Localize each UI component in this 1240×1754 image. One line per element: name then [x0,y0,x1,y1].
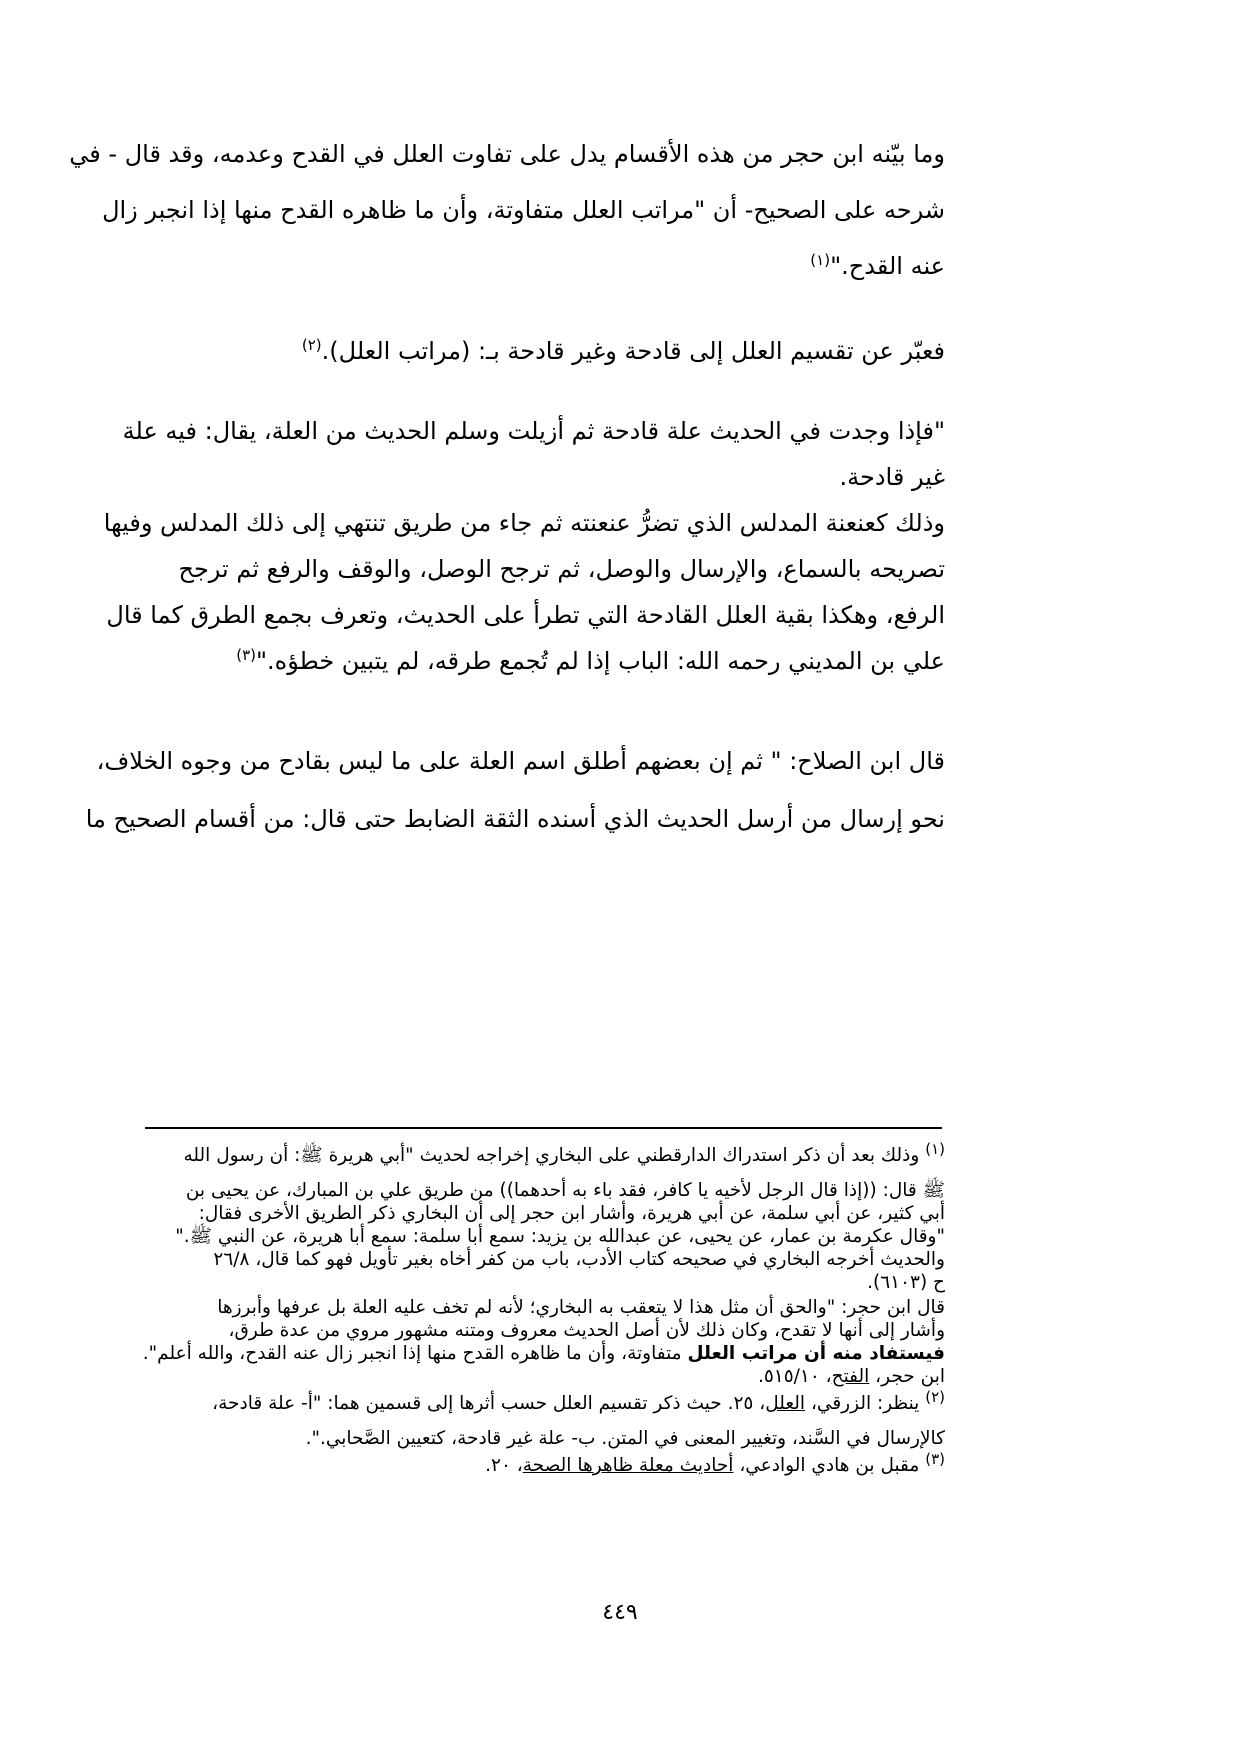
footnote-line: ح (٦١٠٣). [867,1272,945,1293]
footnote-line [143,1343,945,1364]
footnote-line: قال ابن حجر: "والحق أن مثل هذا لا يتعقب به البخاري؛ لأنه لم تخف عليه العلة بل عرفها وأبرزها [217,1297,945,1318]
text-line-body: فعبّر عن تقسيم العلل إلى قادحة وغير قادحة بـ: (مراتب العلل). [321,337,945,365]
footnote-ref-3: (٣) [236,646,256,664]
text-line: "فإذا وجدت في الحديث علة قادحة ثم أزيلت وسلم الحديث من العلة، يقال: فيه علة [122,417,945,445]
footnote-marker-3: (٣) [925,1449,945,1468]
text-line [236,647,945,675]
footnote-marker-2: (٢) [925,1387,945,1406]
footnote-line [485,1449,945,1476]
footnote-ref-1: (١) [810,251,831,269]
text-line [810,252,945,280]
source-title: أحاديث معلة ظاهرها الصحة [522,1455,734,1476]
footnote-line: وأشار إلى أنها لا تقدح، وكان ذلك لأن أصل الحديث معروف ومتنه مشهور مروي من عدة طرق، [228,1320,945,1341]
text-line: الرفع، وهكذا بقية العلل القادحة التي تطرأ على الحديث، وتعرف بجمع الطرق كما قال [106,601,945,629]
source-title: الفتح [831,1366,870,1387]
text-line: وما بيّنه ابن حجر من هذه الأقسام يدل على تفاوت العلل في القدح وعدمه، وقد قال - في [69,140,945,168]
source-title: العلل [765,1393,806,1414]
footnote-text: ، ٢٥. حيث ذكر تقسيم العلل حسب أثرها إلى قسمين هما: "أ- علة قادحة، [212,1393,766,1414]
footnote-text: ينظر: الزرقي، [805,1393,920,1414]
bold-phrase: فيستفاد منه أن مراتب العلل [687,1343,945,1364]
text-line: غير قادحة. [839,463,945,491]
footnote-line: ﷺ قال: ((إذا قال الرجل لأخيه يا كافر، فقد باء به أحدهما)) من طريق علي بن المبارك، عن يحيى بن [185,1180,945,1201]
footnote-line [758,1366,945,1387]
footnote-text: متفاوتة، وأن ما ظاهره القدح منها إذا انجبر زال عنه القدح، والله أعلم". [142,1343,688,1364]
footnote-text: مقبل بن هادي الوادعي، [733,1455,920,1476]
footnote-separator [145,1127,942,1129]
text-line [302,337,945,365]
text-line: قال ابن الصلاح: " ثم إن بعضهم أطلق اسم العلة على ما ليس بقادح من وجوه الخلاف، [96,747,945,775]
text-line: نحو إرسال من أرسل الحديث الذي أسنده الثقة الضابط حتى قال: من أقسام الصحيح ما [85,805,945,833]
text-line: وذلك كعنعنة المدلس الذي تضرُّ عنعنته ثم جاء من طريق تنتهي إلى ذلك المدلس وفيها [103,509,945,537]
footnote-ref-2: (٢) [301,336,322,354]
footnote-text: ابن حجر، [869,1366,945,1387]
footnote-line: كالإرسال في السَّند، وتغيير المعنى في المتن. ب- علة غير قادحة، كتعيين الصَّحابي.". [305,1428,945,1449]
page-number: ٤٤٩ [602,1600,638,1625]
text-line: تصريحه بالسماع، والإرسال والوصل، ثم ترجح الوصل، والوقف والرفع ثم ترجح [178,555,945,583]
footnote-text: ، ٢٠. [485,1455,523,1476]
footnote-text: ، ٥١٥/١٠. [757,1366,832,1387]
text-line-body: عنه القدح." [830,252,945,280]
footnote-line [183,1139,946,1171]
footnote-marker-1: (١) [925,1139,945,1158]
footnote-line: "وقال عكرمة بن عمار، عن يحيى، عن عبدالله بن يزيد: سمع أبا سلمة: سمع أبا هريرة، عن النبي ﷺ." [175,1226,945,1247]
footnote-line: والحديث أخرجه البخاري في صحيحه كتاب الأدب، باب من كفر أخاه بغير تأويل فهو كما قال، ٢٦/٨ [213,1249,945,1270]
text-line-body: علي بن المديني رحمه الله: الباب إذا لم تُجمع طرقه، لم يتبين خطؤه." [255,647,945,675]
text-line: شرحه على الصحيح- أن "مراتب العلل متفاوتة، وأن ما ظاهره القدح منها إذا انجبر زال [102,196,945,224]
footnote-line [212,1387,945,1414]
footnote-text: وذلك بعد أن ذكر استدراك الدارقطني على البخاري إخراجه لحديث "أبي هريرة ﷺ: أن رسول الله [183,1145,920,1166]
footnote-line: أبي كثير، عن أبي سلمة، عن أبي هريرة، وأشار ابن حجر إلى أن البخاري ذكر الطريق الأخرى فقال: [198,1203,945,1224]
